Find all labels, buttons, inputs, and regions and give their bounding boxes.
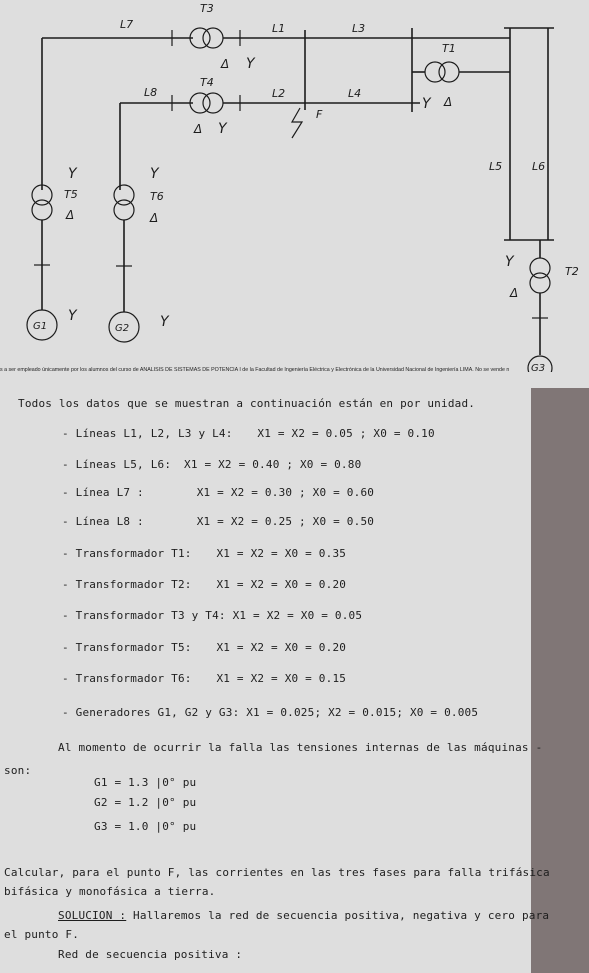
label-l6: L6 <box>532 160 546 173</box>
label-l2: L2 <box>272 87 286 100</box>
delta-symbol: Δ <box>194 122 203 136</box>
falla-text-1: Al momento de ocurrir la falla las tensiones internas de las máquinas - <box>58 741 543 754</box>
usage-banner: s a ser empleado únicamente por los alumnos del curso de ANALISIS DE SISTEMAS DE POTENCIA I de la Facultad de Ingeniería Eléctrica y Electrónica de la Universidad Nacional de Ingeniería LIMA. No se vende n <box>0 367 510 373</box>
label-l8: L8 <box>144 86 158 99</box>
data-label: - Líneas L5, L6: <box>62 458 172 471</box>
label-g3: G3 <box>531 363 546 372</box>
data-value: X1 = X2 = 0.05 ; X0 = 0.10 <box>257 427 435 440</box>
voltage-g3: G3 = 1.0 |0° pu <box>94 820 197 833</box>
delta-symbol: Δ <box>444 95 453 109</box>
solucion-text-2: el punto F. <box>4 928 80 941</box>
label-t3: T3 <box>200 2 214 15</box>
label-g1: G1 <box>33 321 48 332</box>
label-f: F <box>316 108 323 121</box>
data-value: X1 = X2 = 0.40 ; X0 = 0.80 <box>184 458 362 471</box>
label-l7: L7 <box>120 18 134 31</box>
wye-symbol: Y <box>505 254 514 270</box>
data-line-transformador-2 <box>62 578 346 591</box>
data-line-linea-8 <box>62 515 374 528</box>
wye-symbol: Y <box>150 166 159 182</box>
wye-symbol: Y <box>160 314 169 330</box>
data-line-lineas-1-4 <box>62 427 435 440</box>
calc-text-2: bifásica y monofásica a tierra. <box>4 885 216 898</box>
label-l5: L5 <box>489 160 503 173</box>
wye-symbol: Y <box>68 308 77 324</box>
label-t2: T2 <box>565 265 579 278</box>
solucion-heading: SOLUCION : <box>58 909 127 922</box>
data-line-transformador-6 <box>62 672 346 685</box>
red-secuencia-heading: Red de secuencia positiva : <box>58 948 243 961</box>
data-value: X1 = X2 = X0 = 0.05 <box>232 609 363 622</box>
data-line-transformador-3-4 <box>62 609 362 622</box>
data-label: - Transformador T5: <box>62 641 192 654</box>
data-value: X1 = X2 = X0 = 0.20 <box>216 578 347 591</box>
label-t5: T5 <box>64 188 78 201</box>
data-label: - Transformador T1: <box>62 547 192 560</box>
data-line-linea-7 <box>62 486 374 499</box>
label-g2: G2 <box>115 323 130 334</box>
wye-symbol: Y <box>218 121 227 137</box>
single-line-diagram <box>0 0 589 372</box>
voltage-g2: G2 = 1.2 |0° pu <box>94 796 197 809</box>
label-l3: L3 <box>352 22 366 35</box>
delta-symbol: Δ <box>221 57 230 71</box>
label-l4: L4 <box>348 87 362 100</box>
wye-symbol: Y <box>246 56 255 72</box>
data-value: X1 = X2 = X0 = 0.35 <box>216 547 347 560</box>
delta-symbol: Δ <box>66 208 75 222</box>
data-value: X1 = X2 = 0.25 ; X0 = 0.50 <box>196 515 375 528</box>
data-label: - Transformador T6: <box>62 672 192 685</box>
data-value: X1 = X2 = X0 = 0.20 <box>216 641 347 654</box>
data-label: - Transformador T2: <box>62 578 192 591</box>
data-label: - Línea L7 : <box>62 486 144 499</box>
data-line-generadores <box>62 706 478 719</box>
voltage-g1: G1 = 1.3 |0° pu <box>94 776 197 789</box>
data-value: X1 = 0.025; X2 = 0.015; X0 = 0.005 <box>246 706 479 719</box>
data-label: - Transformador T3 y T4: <box>62 609 226 622</box>
label-t4: T4 <box>200 76 214 89</box>
delta-symbol: Δ <box>150 211 159 225</box>
data-line-lineas-5-6 <box>62 458 361 471</box>
wye-symbol: Y <box>422 96 431 112</box>
data-value: X1 = X2 = X0 = 0.15 <box>216 672 347 685</box>
data-label: - Línea L8 : <box>62 515 144 528</box>
solucion-text: Hallaremos la red de secuencia positiva, negativa y cero para <box>126 909 550 922</box>
data-label: - Generadores G1, G2 y G3: <box>62 706 240 719</box>
wye-symbol: Y <box>68 166 77 182</box>
falla-text-2: son: <box>4 764 32 777</box>
label-t6: T6 <box>150 190 164 203</box>
data-label: - Líneas L1, L2, L3 y L4: <box>62 427 233 440</box>
label-t1: T1 <box>442 42 456 55</box>
data-line-transformador-1 <box>62 547 346 560</box>
solucion-line <box>58 909 549 922</box>
dark-side-panel <box>531 388 589 973</box>
data-value: X1 = X2 = 0.30 ; X0 = 0.60 <box>196 486 375 499</box>
delta-symbol: Δ <box>510 286 519 300</box>
data-line-transformador-5 <box>62 641 346 654</box>
calc-text-1: Calcular, para el punto F, las corrientes en las tres fases para falla trifásica <box>4 866 550 879</box>
intro-text: Todos los datos que se muestran a continuación están en por unidad. <box>18 397 476 410</box>
label-l1: L1 <box>272 22 286 35</box>
